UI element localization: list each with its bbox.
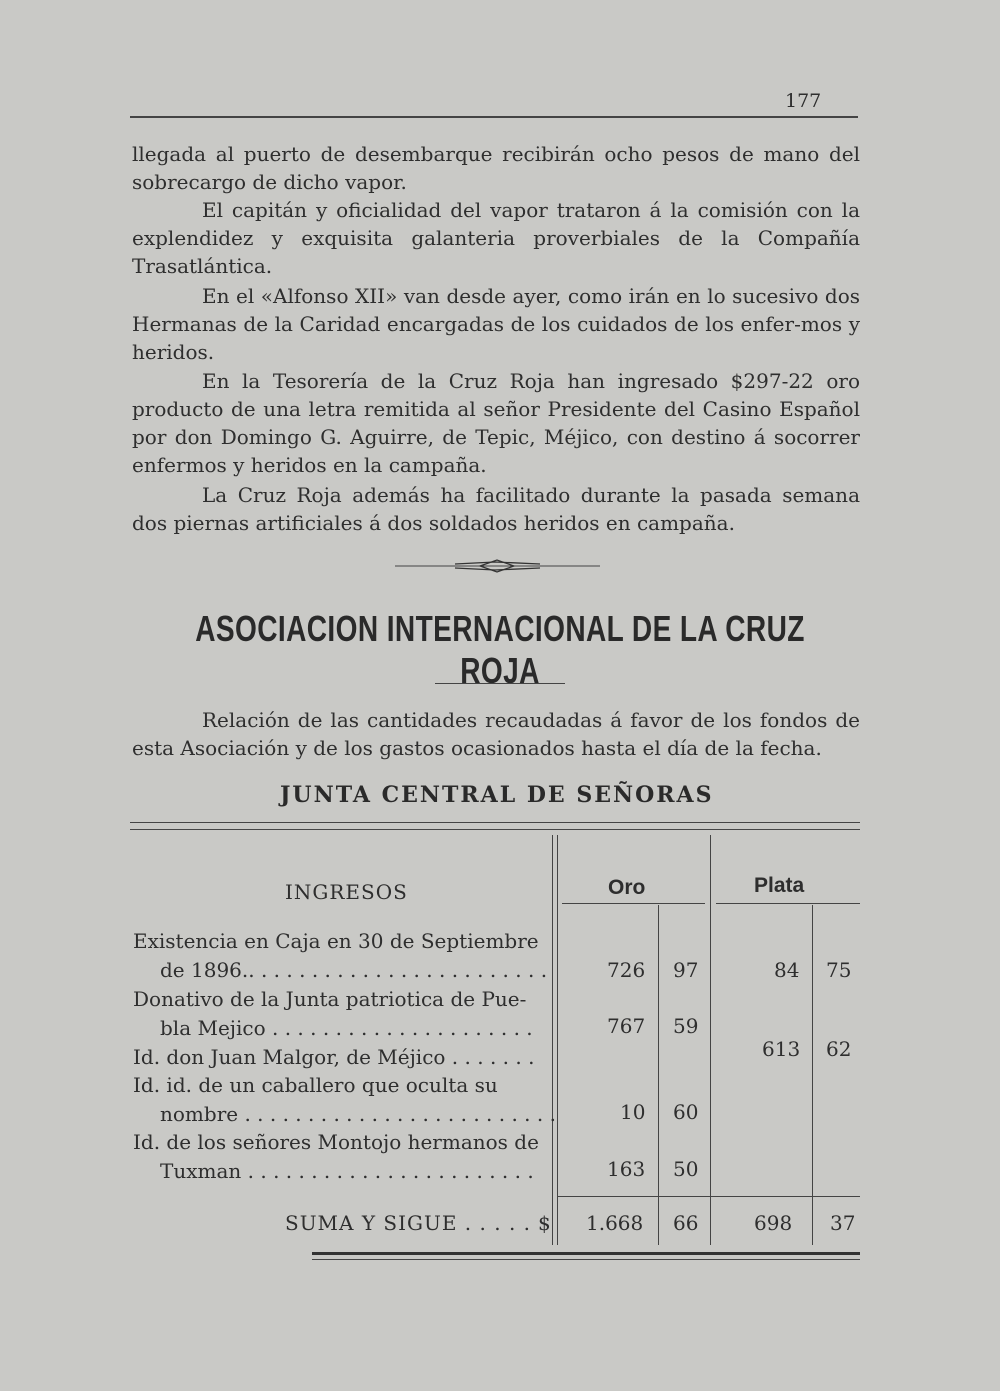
- row-1-line2: de 1896.. . . . . . . . . . . . . . . . . . . . . . . .: [160, 958, 548, 982]
- col-divider: [557, 835, 558, 1245]
- row-3-line1: Id. don Juan Malgor, de Méjico . . . . . . .: [133, 1045, 535, 1069]
- ornament-divider: [395, 558, 600, 574]
- total-rule: [557, 1196, 860, 1197]
- row-4-line2: nombre . . . . . . . . . . . . . . . . . . . . . . . . .: [160, 1102, 556, 1126]
- total-plata-dec: 37: [830, 1211, 856, 1235]
- header-rule-plata: [716, 903, 860, 904]
- paragraph-5: La Cruz Roja además ha facilitado durante la pasada semana dos piernas artificiales á dos soldados heridos en campaña.: [132, 483, 860, 535]
- row-5-line2: Tuxman . . . . . . . . . . . . . . . . . . . . . . .: [160, 1159, 534, 1183]
- total-oro-dec: 66: [673, 1211, 699, 1235]
- row-5-line1: Id. de los señores Montojo hermanos de: [133, 1130, 539, 1154]
- col-divider: [710, 835, 711, 1245]
- row-4-oro-int: 10: [620, 1100, 646, 1124]
- row-2-line2: bla Mejico . . . . . . . . . . . . . . . . . . . . .: [160, 1016, 533, 1040]
- total-currency: $: [538, 1211, 551, 1235]
- paragraph-3: En el «Alfonso XII» van desde ayer, como irán en lo sucesivo dos Hermanas de la Caridad encargadas de los cuidados de los enfer-mos y heridos.: [132, 284, 860, 364]
- section-title: ASOCIACION INTERNACIONAL DE LA CRUZ ROJA: [195, 608, 805, 691]
- col-divider: [658, 905, 659, 1245]
- row-1-oro-int: 726: [607, 958, 646, 982]
- row-1-line1: Existencia en Caja en 30 de Septiembre: [133, 929, 539, 953]
- table-bottom-rule: [312, 1252, 860, 1255]
- header-rule-oro: [562, 903, 705, 904]
- row-3-plata-int: 613: [762, 1037, 801, 1061]
- table-title: JUNTA CENTRAL DE SEÑORAS: [280, 782, 714, 808]
- ingresos-header: INGRESOS: [285, 880, 408, 904]
- row-2-oro-dec: 59: [673, 1014, 699, 1038]
- row-1-oro-dec: 97: [673, 958, 699, 982]
- row-4-oro-dec: 60: [673, 1100, 699, 1124]
- total-oro-int: 1.668: [586, 1211, 644, 1235]
- row-5-oro-int: 163: [607, 1157, 646, 1181]
- col-divider: [552, 835, 553, 1245]
- row-1-plata-int: 84: [774, 958, 800, 982]
- table-top-rule-2: [130, 829, 860, 830]
- paragraph-4: En la Tesorería de la Cruz Roja han ingresado $297-22 oro producto de una letra remitida al señor Presidente del Casino Español por don Domingo G. Aguirre, de Tepic, Méjico, con destino á socorrer enfermos y heridos en la campaña.: [132, 369, 860, 477]
- row-4-line1: Id. id. de un caballero que oculta su: [133, 1073, 498, 1097]
- row-5-oro-dec: 50: [673, 1157, 699, 1181]
- row-2-oro-int: 767: [607, 1014, 646, 1038]
- table-top-rule: [130, 822, 860, 823]
- total-plata-int: 698: [754, 1211, 793, 1235]
- row-3-plata-dec: 62: [826, 1037, 852, 1061]
- header-rule: [130, 116, 858, 118]
- intro-paragraph: Relación de las cantidades recaudadas á favor de los fondos de esta Asociación y de los gastos ocasionados hasta el día de la fecha.: [132, 708, 860, 760]
- row-1-plata-dec: 75: [826, 958, 852, 982]
- row-2-line1: Donativo de la Junta patriotica de Pue-: [133, 987, 527, 1011]
- page-number: 177: [785, 90, 822, 112]
- title-rule: [435, 683, 565, 684]
- paragraph-2: El capitán y oficialidad del vapor trataron á la comisión con la explendidez y exquisita galanteria proverbiales de la Compañía Trasatlántica.: [132, 198, 860, 278]
- oro-header: Oro: [608, 876, 646, 899]
- paragraph-1: llegada al puerto de desembarque recibirán ocho pesos de mano del sobrecargo de dicho vapor.: [132, 142, 860, 194]
- table-bottom-rule-2: [312, 1259, 860, 1260]
- total-label: SUMA Y SIGUE . . . . .: [285, 1211, 532, 1235]
- col-divider: [812, 905, 813, 1245]
- plata-header: Plata: [754, 874, 805, 897]
